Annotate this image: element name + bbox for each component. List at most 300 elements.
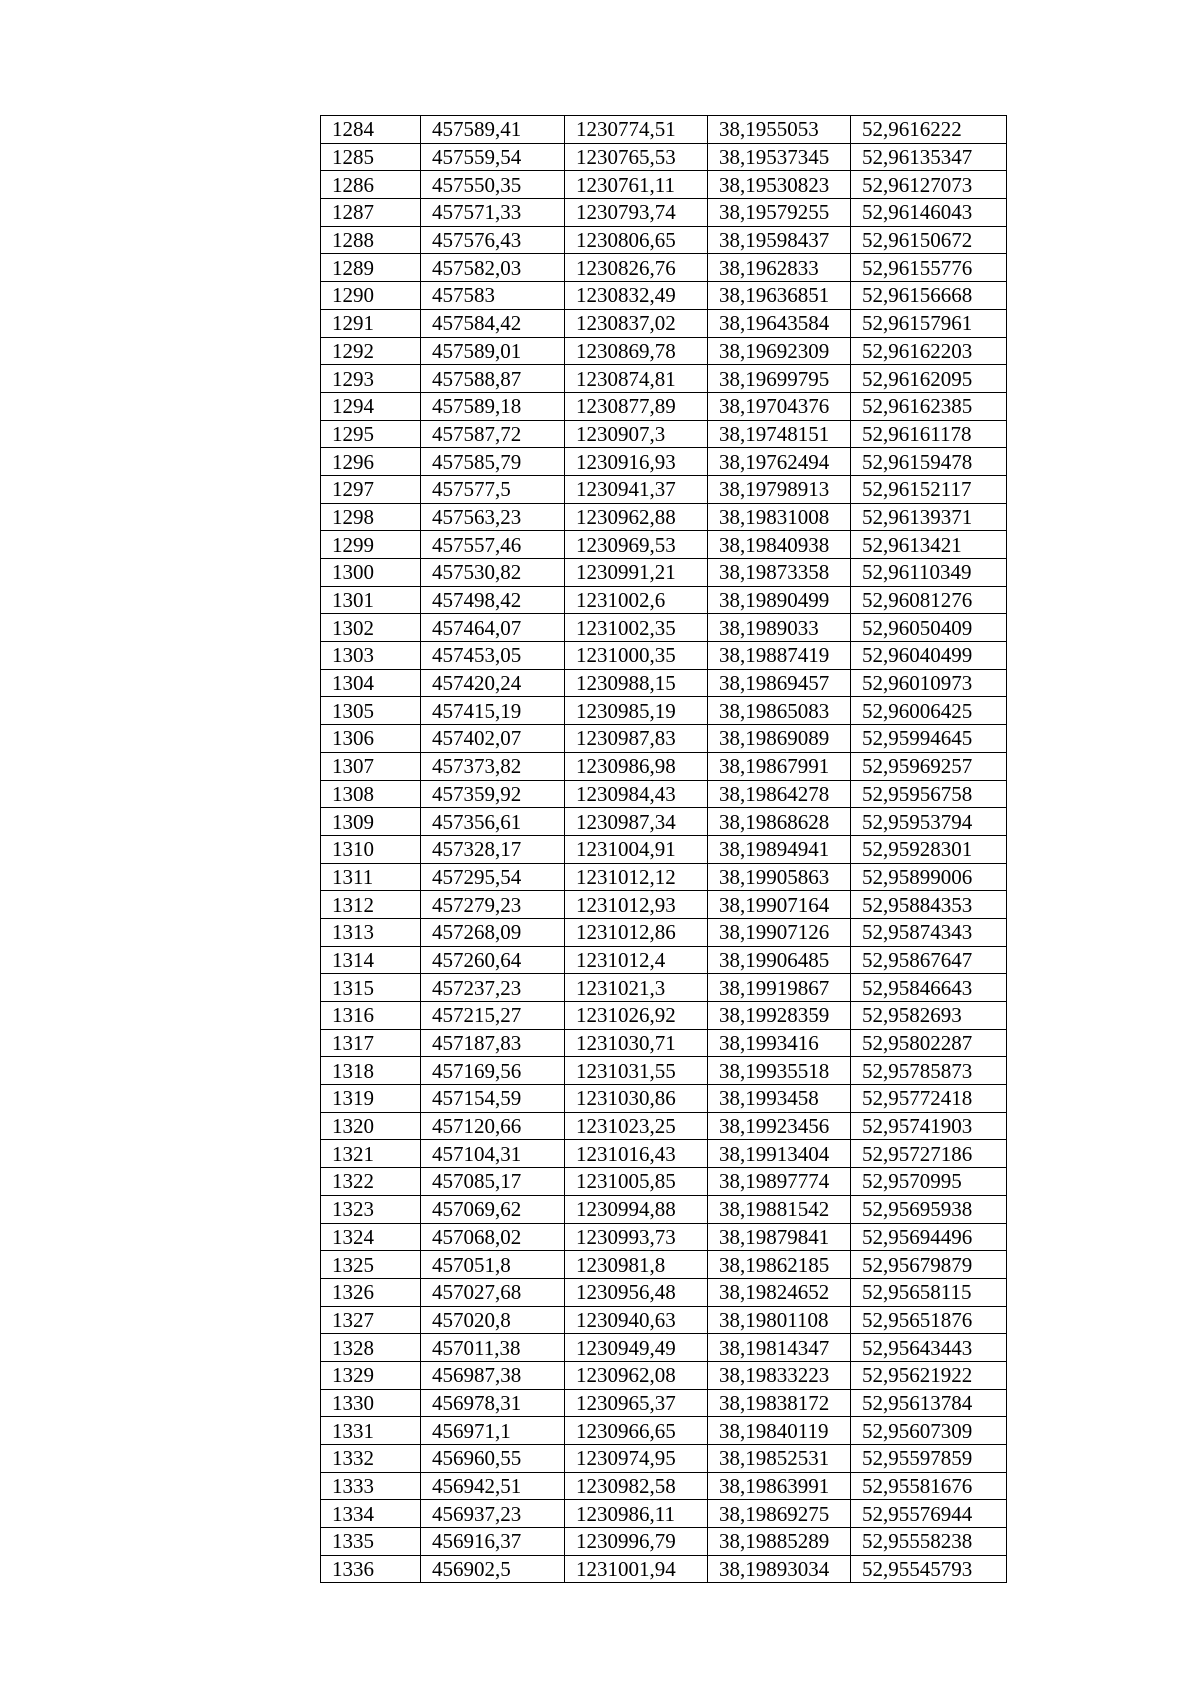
table-row	[321, 669, 1007, 697]
table-row	[321, 1389, 1007, 1417]
table-row	[321, 365, 1007, 393]
coord-x-cell: 457585,79	[421, 448, 565, 476]
longitude-cell: 38,19831008	[708, 503, 851, 531]
point-number-cell: 1327	[321, 1306, 421, 1334]
table-row	[321, 337, 1007, 365]
longitude-cell: 38,19762494	[708, 448, 851, 476]
coord-x-cell: 457582,03	[421, 254, 565, 282]
point-number-cell: 1329	[321, 1361, 421, 1389]
point-number-cell: 1287	[321, 199, 421, 227]
coord-x-cell: 457154,59	[421, 1085, 565, 1113]
point-number-cell: 1320	[321, 1112, 421, 1140]
longitude-cell: 38,1955053	[708, 116, 851, 144]
coord-y-cell: 1230966,65	[565, 1417, 708, 1445]
longitude-cell: 38,19873358	[708, 559, 851, 587]
coord-x-cell: 456978,31	[421, 1389, 565, 1417]
coord-y-cell: 1230969,53	[565, 531, 708, 559]
table-row	[321, 1306, 1007, 1334]
point-number-cell: 1309	[321, 808, 421, 836]
point-number-cell: 1323	[321, 1195, 421, 1223]
coord-x-cell: 457530,82	[421, 559, 565, 587]
point-number-cell: 1294	[321, 392, 421, 420]
latitude-cell: 52,9616222	[851, 116, 1007, 144]
table-row	[321, 614, 1007, 642]
longitude-cell: 38,19907164	[708, 891, 851, 919]
coordinates-table	[320, 115, 1007, 1583]
table-row	[321, 835, 1007, 863]
coord-x-cell: 457120,66	[421, 1112, 565, 1140]
point-number-cell: 1313	[321, 918, 421, 946]
point-number-cell: 1299	[321, 531, 421, 559]
latitude-cell: 52,95694496	[851, 1223, 1007, 1251]
coord-x-cell: 457020,8	[421, 1306, 565, 1334]
table-row	[321, 1223, 1007, 1251]
coord-y-cell: 1230761,11	[565, 171, 708, 199]
point-number-cell: 1286	[321, 171, 421, 199]
coord-x-cell: 457356,61	[421, 808, 565, 836]
coord-x-cell: 457260,64	[421, 946, 565, 974]
table-row	[321, 780, 1007, 808]
table-row	[321, 918, 1007, 946]
table-row	[321, 1278, 1007, 1306]
coord-x-cell: 457215,27	[421, 1002, 565, 1030]
table-row	[321, 503, 1007, 531]
coord-y-cell: 1230986,98	[565, 752, 708, 780]
longitude-cell: 38,19833223	[708, 1361, 851, 1389]
coord-x-cell: 457559,54	[421, 143, 565, 171]
table-row	[321, 725, 1007, 753]
latitude-cell: 52,95994645	[851, 725, 1007, 753]
longitude-cell: 38,19748151	[708, 420, 851, 448]
longitude-cell: 38,19864278	[708, 780, 851, 808]
latitude-cell: 52,95597859	[851, 1445, 1007, 1473]
latitude-cell: 52,95658115	[851, 1278, 1007, 1306]
latitude-cell: 52,95651876	[851, 1306, 1007, 1334]
point-number-cell: 1298	[321, 503, 421, 531]
longitude-cell: 38,19801108	[708, 1306, 851, 1334]
table-row	[321, 697, 1007, 725]
table-row	[321, 1112, 1007, 1140]
coord-x-cell: 457027,68	[421, 1278, 565, 1306]
coord-x-cell: 457051,8	[421, 1251, 565, 1279]
coord-y-cell: 1230965,37	[565, 1389, 708, 1417]
latitude-cell: 52,96162385	[851, 392, 1007, 420]
latitude-cell: 52,96156668	[851, 282, 1007, 310]
coord-y-cell: 1231026,92	[565, 1002, 708, 1030]
point-number-cell: 1284	[321, 116, 421, 144]
latitude-cell: 52,95846643	[851, 974, 1007, 1002]
point-number-cell: 1333	[321, 1472, 421, 1500]
coord-x-cell: 457557,46	[421, 531, 565, 559]
coord-y-cell: 1230826,76	[565, 254, 708, 282]
coord-y-cell: 1230988,15	[565, 669, 708, 697]
coord-x-cell: 457237,23	[421, 974, 565, 1002]
table-row	[321, 1168, 1007, 1196]
coord-y-cell: 1231012,4	[565, 946, 708, 974]
table-row	[321, 1445, 1007, 1473]
point-number-cell: 1332	[321, 1445, 421, 1473]
longitude-cell: 38,1993416	[708, 1029, 851, 1057]
point-number-cell: 1288	[321, 226, 421, 254]
longitude-cell: 38,19863991	[708, 1472, 851, 1500]
latitude-cell: 52,95928301	[851, 835, 1007, 863]
table-row	[321, 1472, 1007, 1500]
coord-y-cell: 1230993,73	[565, 1223, 708, 1251]
latitude-cell: 52,95679879	[851, 1251, 1007, 1279]
coord-y-cell: 1231031,55	[565, 1057, 708, 1085]
table-row	[321, 448, 1007, 476]
table-row	[321, 1528, 1007, 1556]
coord-x-cell: 457373,82	[421, 752, 565, 780]
coord-y-cell: 1230793,74	[565, 199, 708, 227]
latitude-cell: 52,95884353	[851, 891, 1007, 919]
latitude-cell: 52,96135347	[851, 143, 1007, 171]
point-number-cell: 1325	[321, 1251, 421, 1279]
coord-y-cell: 1231012,12	[565, 863, 708, 891]
table-row	[321, 475, 1007, 503]
point-number-cell: 1310	[321, 835, 421, 863]
coord-x-cell: 457583	[421, 282, 565, 310]
point-number-cell: 1292	[321, 337, 421, 365]
coord-x-cell: 456960,55	[421, 1445, 565, 1473]
point-number-cell: 1308	[321, 780, 421, 808]
point-number-cell: 1289	[321, 254, 421, 282]
table-row	[321, 531, 1007, 559]
point-number-cell: 1295	[321, 420, 421, 448]
coord-x-cell: 457279,23	[421, 891, 565, 919]
longitude-cell: 38,19867991	[708, 752, 851, 780]
longitude-cell: 38,19699795	[708, 365, 851, 393]
point-number-cell: 1328	[321, 1334, 421, 1362]
point-number-cell: 1336	[321, 1555, 421, 1583]
longitude-cell: 38,19894941	[708, 835, 851, 863]
table-row	[321, 1361, 1007, 1389]
coord-x-cell: 456902,5	[421, 1555, 565, 1583]
coord-y-cell: 1230981,8	[565, 1251, 708, 1279]
coord-y-cell: 1231012,86	[565, 918, 708, 946]
latitude-cell: 52,95956758	[851, 780, 1007, 808]
latitude-cell: 52,95607309	[851, 1417, 1007, 1445]
latitude-cell: 52,95695938	[851, 1195, 1007, 1223]
coord-y-cell: 1230986,11	[565, 1500, 708, 1528]
coord-x-cell: 456971,1	[421, 1417, 565, 1445]
latitude-cell: 52,95969257	[851, 752, 1007, 780]
latitude-cell: 52,95741903	[851, 1112, 1007, 1140]
coord-y-cell: 1230941,37	[565, 475, 708, 503]
table-row	[321, 143, 1007, 171]
latitude-cell: 52,95899006	[851, 863, 1007, 891]
point-number-cell: 1312	[321, 891, 421, 919]
longitude-cell: 38,19887419	[708, 642, 851, 670]
table-row	[321, 586, 1007, 614]
latitude-cell: 52,96050409	[851, 614, 1007, 642]
point-number-cell: 1303	[321, 642, 421, 670]
point-number-cell: 1307	[321, 752, 421, 780]
point-number-cell: 1296	[321, 448, 421, 476]
coord-x-cell: 457359,92	[421, 780, 565, 808]
coord-y-cell: 1230987,34	[565, 808, 708, 836]
coord-x-cell: 457563,23	[421, 503, 565, 531]
longitude-cell: 38,19840119	[708, 1417, 851, 1445]
coord-y-cell: 1231002,6	[565, 586, 708, 614]
point-number-cell: 1326	[321, 1278, 421, 1306]
coord-x-cell: 457295,54	[421, 863, 565, 891]
coord-x-cell: 457328,17	[421, 835, 565, 863]
point-number-cell: 1316	[321, 1002, 421, 1030]
coord-y-cell: 1230984,43	[565, 780, 708, 808]
longitude-cell: 38,19907126	[708, 918, 851, 946]
coord-y-cell: 1230974,95	[565, 1445, 708, 1473]
longitude-cell: 38,19869275	[708, 1500, 851, 1528]
coord-y-cell: 1230874,81	[565, 365, 708, 393]
table-row	[321, 642, 1007, 670]
point-number-cell: 1290	[321, 282, 421, 310]
longitude-cell: 38,19838172	[708, 1389, 851, 1417]
table-row	[321, 1002, 1007, 1030]
longitude-cell: 38,19643584	[708, 309, 851, 337]
table-row	[321, 1555, 1007, 1583]
longitude-cell: 38,19935518	[708, 1057, 851, 1085]
latitude-cell: 52,96146043	[851, 199, 1007, 227]
coord-x-cell: 457589,18	[421, 392, 565, 420]
coord-y-cell: 1230837,02	[565, 309, 708, 337]
point-number-cell: 1304	[321, 669, 421, 697]
coord-y-cell: 1230832,49	[565, 282, 708, 310]
coord-y-cell: 1230996,79	[565, 1528, 708, 1556]
coord-y-cell: 1230869,78	[565, 337, 708, 365]
coord-y-cell: 1230962,08	[565, 1361, 708, 1389]
point-number-cell: 1331	[321, 1417, 421, 1445]
table-row	[321, 1500, 1007, 1528]
latitude-cell: 52,96006425	[851, 697, 1007, 725]
coord-x-cell: 457011,38	[421, 1334, 565, 1362]
longitude-cell: 38,19928359	[708, 1002, 851, 1030]
latitude-cell: 52,9570995	[851, 1168, 1007, 1196]
coord-x-cell: 457453,05	[421, 642, 565, 670]
coord-y-cell: 1230949,49	[565, 1334, 708, 1362]
longitude-cell: 38,1962833	[708, 254, 851, 282]
longitude-cell: 38,19881542	[708, 1195, 851, 1223]
table-row	[321, 171, 1007, 199]
latitude-cell: 52,96110349	[851, 559, 1007, 587]
table-row	[321, 116, 1007, 144]
latitude-cell: 52,95613784	[851, 1389, 1007, 1417]
latitude-cell: 52,96150672	[851, 226, 1007, 254]
coord-y-cell: 1230962,88	[565, 503, 708, 531]
point-number-cell: 1315	[321, 974, 421, 1002]
coord-y-cell: 1230774,51	[565, 116, 708, 144]
coord-x-cell: 457589,41	[421, 116, 565, 144]
point-number-cell: 1297	[321, 475, 421, 503]
point-number-cell: 1330	[321, 1389, 421, 1417]
longitude-cell: 38,19692309	[708, 337, 851, 365]
coord-y-cell: 1230982,58	[565, 1472, 708, 1500]
longitude-cell: 38,19579255	[708, 199, 851, 227]
point-number-cell: 1311	[321, 863, 421, 891]
longitude-cell: 38,19868628	[708, 808, 851, 836]
coord-x-cell: 457589,01	[421, 337, 565, 365]
latitude-cell: 52,96159478	[851, 448, 1007, 476]
longitude-cell: 38,19824652	[708, 1278, 851, 1306]
coord-x-cell: 457420,24	[421, 669, 565, 697]
latitude-cell: 52,95953794	[851, 808, 1007, 836]
latitude-cell: 52,96152117	[851, 475, 1007, 503]
coord-x-cell: 456937,23	[421, 1500, 565, 1528]
coord-y-cell: 1230877,89	[565, 392, 708, 420]
coord-y-cell: 1231030,71	[565, 1029, 708, 1057]
coord-y-cell: 1231023,25	[565, 1112, 708, 1140]
table-row	[321, 1417, 1007, 1445]
point-number-cell: 1293	[321, 365, 421, 393]
table-row	[321, 863, 1007, 891]
coord-x-cell: 456987,38	[421, 1361, 565, 1389]
latitude-cell: 52,95581676	[851, 1472, 1007, 1500]
table-row	[321, 752, 1007, 780]
coord-y-cell: 1230907,3	[565, 420, 708, 448]
longitude-cell: 38,19814347	[708, 1334, 851, 1362]
coord-y-cell: 1230994,88	[565, 1195, 708, 1223]
longitude-cell: 38,19913404	[708, 1140, 851, 1168]
table-row	[321, 199, 1007, 227]
longitude-cell: 38,19862185	[708, 1251, 851, 1279]
table-row	[321, 891, 1007, 919]
coord-y-cell: 1231012,93	[565, 891, 708, 919]
point-number-cell: 1321	[321, 1140, 421, 1168]
longitude-cell: 38,1993458	[708, 1085, 851, 1113]
table-row	[321, 946, 1007, 974]
point-number-cell: 1302	[321, 614, 421, 642]
latitude-cell: 52,95643443	[851, 1334, 1007, 1362]
coord-x-cell: 456942,51	[421, 1472, 565, 1500]
latitude-cell: 52,96161178	[851, 420, 1007, 448]
latitude-cell: 52,96162203	[851, 337, 1007, 365]
latitude-cell: 52,95802287	[851, 1029, 1007, 1057]
coord-y-cell: 1230985,19	[565, 697, 708, 725]
coord-y-cell: 1231030,86	[565, 1085, 708, 1113]
latitude-cell: 52,96010973	[851, 669, 1007, 697]
longitude-cell: 38,19905863	[708, 863, 851, 891]
longitude-cell: 38,19865083	[708, 697, 851, 725]
longitude-cell: 38,1989033	[708, 614, 851, 642]
coord-x-cell: 457415,19	[421, 697, 565, 725]
coord-x-cell: 457069,62	[421, 1195, 565, 1223]
coord-y-cell: 1231000,35	[565, 642, 708, 670]
point-number-cell: 1322	[321, 1168, 421, 1196]
latitude-cell: 52,9613421	[851, 531, 1007, 559]
latitude-cell: 52,95576944	[851, 1500, 1007, 1528]
table-row	[321, 1251, 1007, 1279]
coord-x-cell: 457085,17	[421, 1168, 565, 1196]
point-number-cell: 1318	[321, 1057, 421, 1085]
table-row	[321, 1029, 1007, 1057]
longitude-cell: 38,19890499	[708, 586, 851, 614]
latitude-cell: 52,95867647	[851, 946, 1007, 974]
coord-y-cell: 1231002,35	[565, 614, 708, 642]
longitude-cell: 38,19537345	[708, 143, 851, 171]
point-number-cell: 1285	[321, 143, 421, 171]
coord-x-cell: 457584,42	[421, 309, 565, 337]
longitude-cell: 38,19869089	[708, 725, 851, 753]
longitude-cell: 38,19530823	[708, 171, 851, 199]
longitude-cell: 38,19897774	[708, 1168, 851, 1196]
latitude-cell: 52,9582693	[851, 1002, 1007, 1030]
longitude-cell: 38,19704376	[708, 392, 851, 420]
table-row	[321, 254, 1007, 282]
point-number-cell: 1291	[321, 309, 421, 337]
coord-x-cell: 457187,83	[421, 1029, 565, 1057]
longitude-cell: 38,19840938	[708, 531, 851, 559]
table-row	[321, 1057, 1007, 1085]
latitude-cell: 52,96155776	[851, 254, 1007, 282]
point-number-cell: 1324	[321, 1223, 421, 1251]
coord-x-cell: 457268,09	[421, 918, 565, 946]
latitude-cell: 52,96157961	[851, 309, 1007, 337]
longitude-cell: 38,19852531	[708, 1445, 851, 1473]
point-number-cell: 1335	[321, 1528, 421, 1556]
coord-x-cell: 457577,5	[421, 475, 565, 503]
longitude-cell: 38,19919867	[708, 974, 851, 1002]
table-row	[321, 1140, 1007, 1168]
latitude-cell: 52,95772418	[851, 1085, 1007, 1113]
coord-x-cell: 457550,35	[421, 171, 565, 199]
coord-y-cell: 1230916,93	[565, 448, 708, 476]
coordinates-table-body	[321, 116, 1007, 1583]
coord-y-cell: 1230765,53	[565, 143, 708, 171]
longitude-cell: 38,19893034	[708, 1555, 851, 1583]
latitude-cell: 52,96127073	[851, 171, 1007, 199]
coord-x-cell: 457402,07	[421, 725, 565, 753]
coord-x-cell: 457169,56	[421, 1057, 565, 1085]
table-row	[321, 808, 1007, 836]
coord-y-cell: 1231001,94	[565, 1555, 708, 1583]
table-row	[321, 282, 1007, 310]
table-row	[321, 1334, 1007, 1362]
coord-x-cell: 457464,07	[421, 614, 565, 642]
coord-x-cell: 457104,31	[421, 1140, 565, 1168]
latitude-cell: 52,95558238	[851, 1528, 1007, 1556]
coord-y-cell: 1231021,3	[565, 974, 708, 1002]
coord-y-cell: 1230940,63	[565, 1306, 708, 1334]
point-number-cell: 1314	[321, 946, 421, 974]
latitude-cell: 52,96040499	[851, 642, 1007, 670]
longitude-cell: 38,19598437	[708, 226, 851, 254]
longitude-cell: 38,19879841	[708, 1223, 851, 1251]
table-row	[321, 974, 1007, 1002]
coord-y-cell: 1230987,83	[565, 725, 708, 753]
latitude-cell: 52,96139371	[851, 503, 1007, 531]
latitude-cell: 52,96081276	[851, 586, 1007, 614]
point-number-cell: 1300	[321, 559, 421, 587]
coord-y-cell: 1231005,85	[565, 1168, 708, 1196]
coord-y-cell: 1230806,65	[565, 226, 708, 254]
latitude-cell: 52,95621922	[851, 1361, 1007, 1389]
coord-x-cell: 457498,42	[421, 586, 565, 614]
coord-x-cell: 457587,72	[421, 420, 565, 448]
latitude-cell: 52,95545793	[851, 1555, 1007, 1583]
table-row	[321, 309, 1007, 337]
coord-x-cell: 456916,37	[421, 1528, 565, 1556]
coord-y-cell: 1230991,21	[565, 559, 708, 587]
table-row	[321, 559, 1007, 587]
longitude-cell: 38,19885289	[708, 1528, 851, 1556]
longitude-cell: 38,19636851	[708, 282, 851, 310]
table-row	[321, 420, 1007, 448]
point-number-cell: 1305	[321, 697, 421, 725]
coord-x-cell: 457576,43	[421, 226, 565, 254]
point-number-cell: 1317	[321, 1029, 421, 1057]
table-row	[321, 392, 1007, 420]
coord-y-cell: 1231004,91	[565, 835, 708, 863]
